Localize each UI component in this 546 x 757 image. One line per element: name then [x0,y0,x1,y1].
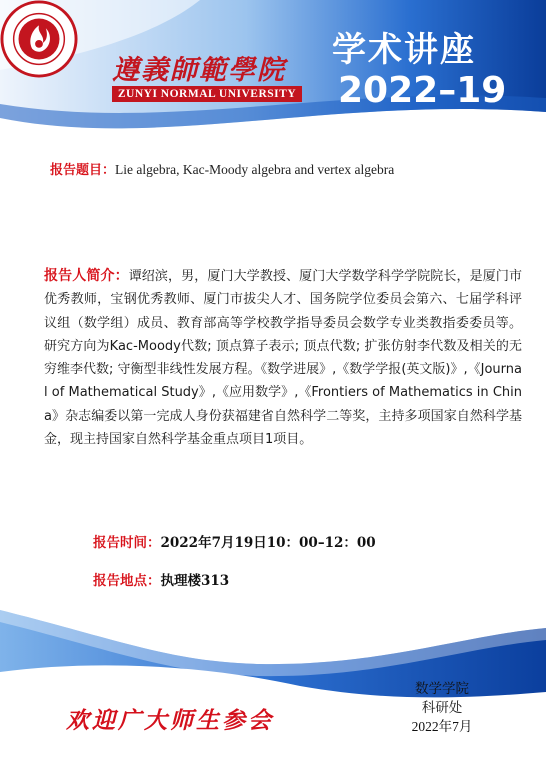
speaker-bio [44,265,522,451]
topic-label: 报告题目： [50,163,116,178]
welcome-slogan: 欢迎广大师生参会 [66,707,274,734]
issue-date: 2022年7月 [411,719,473,734]
university-seal-icon [0,0,78,78]
speaker-bio-text: 谭绍滨，男，厦门大学教授、厦门大学数学科学学院院长，是厦门市优秀教师，宝钢优秀教师、厦门市拔尖人才、国务院学位委员会第六、七届学科评议组（数学组）成员、教育部高等学校教学指导委员会数学专业类教指委委员等。研究方向为Kac-Moody代数; 顶点算子表示; 顶点代数; 扩张仿射李代数及相关的无穷维李代数; 守衡型非线性发展方程。《数学进展》,《数学学报(英文版)》,《Journal of Mathematical Study》,《应用数学》,《Frontiers of Mathematics in China》杂志编委以第一完成人身份获福建省自然科学二等奖，主持多项国家自然科学基金，现主持国家自然科学基金重点项目1项目。 [44,269,522,448]
organizer-signature [392,679,492,736]
place-label: 报告地点： [93,573,161,589]
time-label: 报告时间： [93,535,161,551]
report-time [93,531,376,551]
organizer-school: 数学学院 [415,681,469,696]
place-value: 执理楼313 [160,573,230,589]
report-place [93,569,229,589]
university-name-en: ZUNYI NORMAL UNIVERSITY [112,86,302,102]
time-value: 2022年7月19日10：00–12：00 [160,535,376,551]
speaker-label: 报告人简介： [44,268,129,284]
topic-text: Lie algebra, Kac-Moody algebra and vertex algebra [115,162,395,177]
header-banner [0,0,546,150]
lecture-number: 2022–19 [338,70,507,111]
organizer-office: 科研处 [421,700,463,715]
lecture-title: 学术讲座 [332,30,476,70]
university-name-cn: 遵義師範學院 [112,55,286,86]
report-topic [50,159,394,178]
